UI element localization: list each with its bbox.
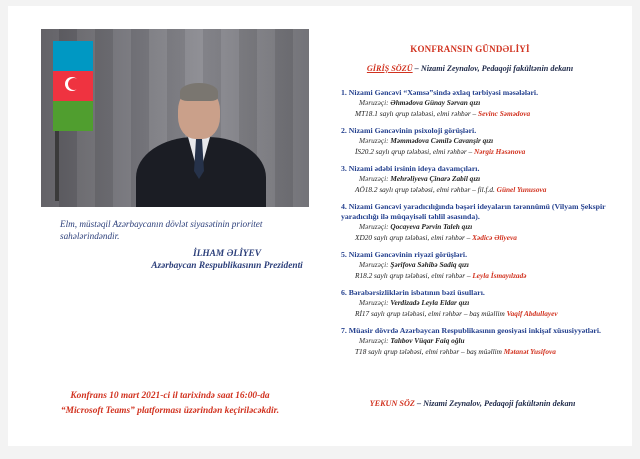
speaker-name: Qocayeva Pərvin Taleh qızı [390,222,473,231]
opening-remarks [330,64,610,73]
opening-label: GİRİŞ SÖZÜ [366,64,413,73]
agenda-item-title: 7. Müasir dövrdə Azərbaycan Respublikasının geosiyasi inkişaf xüsusiyyətləri. [341,326,602,335]
advisor-name: Nərgiz Həsənova [473,146,526,156]
speaker-label: Məruzəçi: [359,174,389,183]
conference-note-line1: Konfrans 10 mart 2021-ci il tarixində saat 16:00-da [70,391,270,401]
group-info: AÖ18.2 saylı qrup tələbəsi, elmi rəhbər – fil.f.d. [355,184,495,194]
agenda-item-title: 2. Nizami Gəncəvinin psixoloji görüşləri. [341,126,477,135]
agenda-item [341,88,619,119]
advisor-name: Xədicə Əliyeva [472,232,517,242]
advisor-name: Leyla İsmayılzadə [472,270,527,280]
opening-text: – Nizami Zeynalov, Pedaqoji fakültənin dekanı [412,64,574,73]
agenda-item-title: 1. Nizami Gəncəvi “Xəmsə”sində əxlaq tərbiyəsi məsələləri. [341,88,539,97]
agenda-item [341,126,619,157]
invitation-sheet [8,6,632,446]
president-portrait [41,29,309,207]
agenda-item-title: 5. Nizami Gəncəvinin riyazi görüşləri. [341,250,468,259]
agenda-item [341,288,619,319]
speaker-name: Əhmədova Günay Sərvan qızı [390,98,481,107]
closing-label: YEKUN SÖZ [369,399,415,408]
speaker-label: Məruzəçi: [359,336,389,345]
speaker-label: Məruzəçi: [359,298,389,307]
agenda-item [341,202,619,243]
group-info: T18 saylı qrup tələbəsi, elmi rəhbər – baş müəllim [355,346,502,356]
agenda-item-title: 6. Bərabərsizliklərin isbatının bəzi üsulları. [341,288,485,297]
advisor-name: Mətanət Yusifova [503,346,556,356]
speaker-label: Məruzəçi: [359,222,389,231]
speaker-name: Şərifova Səhibə Sadiq qızı [390,260,469,269]
signature-name: İLHAM ƏLİYEV [193,249,261,259]
speaker-label: Məruzəçi: [359,98,389,107]
group-info: Rİ17 saylı qrup tələbəsi, elmi rəhbər – baş müəllim [355,308,505,318]
speaker-name: Talıbov Vüqar Faiq oğlu [390,336,465,345]
agenda-item [341,164,619,195]
conference-note-line2: “Microsoft Teams” platforması üzərindən keçiriləcəkdir. [60,406,280,416]
agenda-list [341,88,619,364]
signature-title: Azərbaycan Respublikasının Prezidenti [151,261,303,271]
group-info: MT18.1 saylı qrup tələbəsi, elmi rəhbər – [355,108,477,118]
group-info: XD20 saylı qrup tələbəsi, elmi rəhbər – [355,232,471,242]
conference-note [20,389,320,419]
speaker-name: Mehrəliyeva Çinarə Zabil qızı [390,174,481,183]
agenda-item-title: 4. Nizami Gəncəvi yaradıcılığında bəşəri ideyaların tərənnümü (Vilyam Şekspir yaradıcılığı ilə müqayisəli təhlil əsasında). [341,202,606,221]
agenda-title: KONFRANSIN GÜNDƏLİYİ [410,44,530,54]
portrait-figure [136,69,266,207]
advisor-name: Vaqif Abdullayev [506,308,558,318]
agenda-item-title: 3. Nizami ədəbi irsinin ideya davamçıları. [341,164,480,173]
closing-remarks [330,399,615,408]
advisor-name: Sevinc Səmədova [478,108,531,118]
speaker-name: Verdizadə Leyla Eldar qızı [390,298,470,307]
agenda-item [341,326,619,357]
speaker-name: Məmmədova Cəmilə Cavanşir qızı [390,136,494,145]
group-info: R18.2 saylı qrup tələbəsi, elmi rəhbər – [355,270,471,280]
speaker-label: Məruzəçi: [359,136,389,145]
group-info: İS20.2 saylı qrup tələbəsi, elmi rəhbər – [355,146,473,156]
quote-text: Elm, müstəqil Azərbaycanın dövlət siyasətinin prioritet sahələrindəndir. [60,219,263,241]
agenda-item [341,250,619,281]
closing-text: – Nizami Zeynalov, Pedaqoji fakültənin dekanı [414,399,576,408]
advisor-name: Günel Yunusova [496,184,547,194]
azerbaijan-flag [53,41,93,201]
speaker-label: Məruzəçi: [359,260,389,269]
